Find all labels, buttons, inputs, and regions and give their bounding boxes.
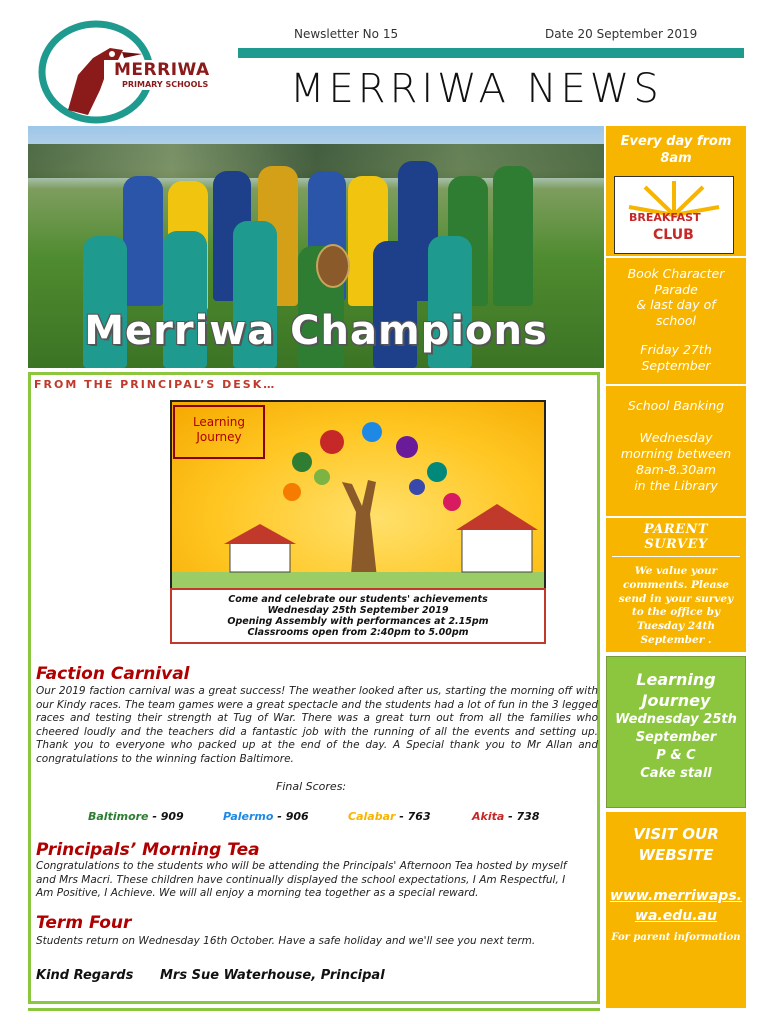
poster-label-line2: Journey xyxy=(196,430,242,444)
book-line: Parade xyxy=(654,281,698,297)
newsletter-date: Date 20 September 2019 xyxy=(545,27,698,41)
morning-tea-title: Principals’ Morning Tea xyxy=(36,840,260,860)
caption-line: Come and celebrate our students' achievements xyxy=(228,594,488,605)
breakfast-line: Every day from xyxy=(620,134,732,149)
school-name: MERRIWA xyxy=(114,60,210,80)
score-akita: Akita - 738 xyxy=(472,810,540,823)
footer-rule xyxy=(28,1008,600,1011)
lj-title: Journey xyxy=(641,691,711,710)
survey-body: We value your comments. Please send in your survey to the office by Tuesday 24th September . xyxy=(618,565,734,646)
book-line: Friday 27th xyxy=(640,342,712,357)
website-link[interactable]: wa.edu.au xyxy=(635,908,717,924)
header-rule xyxy=(238,48,744,58)
lj-line: September xyxy=(635,730,717,745)
poster-label-line1: Learning xyxy=(192,415,246,429)
hero-photo xyxy=(28,126,604,368)
school-banking-panel xyxy=(606,386,746,516)
visit-line: WEBSITE xyxy=(638,846,714,864)
trophy-shield-icon xyxy=(316,244,350,288)
survey-title: PARENT SURVEY xyxy=(612,522,740,557)
term-four-body: Students return on Wednesday 16th October. Have a safe holiday and we'll see you next term. xyxy=(36,935,536,947)
learning-journey-panel xyxy=(606,656,746,808)
book-line: school xyxy=(655,312,697,328)
parent-survey-panel xyxy=(606,518,746,652)
score-calabar: Calabar - 763 xyxy=(348,810,431,823)
team-score: 763 xyxy=(407,810,431,823)
website-note: For parent information xyxy=(611,932,741,943)
caption-line: Opening Assembly with performances at 2.15pm xyxy=(227,616,489,627)
lj-title: Learning xyxy=(636,670,716,689)
banking-line: in the Library xyxy=(634,478,718,493)
score-palermo: Palermo - 906 xyxy=(223,810,309,823)
term-four-title: Term Four xyxy=(36,913,132,933)
book-line: Book Character xyxy=(627,266,725,281)
hero-title: Merriwa Champions xyxy=(84,308,548,354)
faction-carnival-body: Our 2019 faction carnival was a great success! The weather looked after us, starting the morning off with our Kindy races. The team games were a great spectacle and the students had a lot of fun in the 3 legged races and testing their strength at Tug of War. There was a great turn out from all the families who cheered loudly and the teachers did a fantastic job with the running of all the events and setting up. Thank you to everyone who packed up at the end of the day. A Special thank you to Mr Allan and congratulations to the winning faction Baltimore. xyxy=(36,685,598,765)
team-name: Calabar xyxy=(348,810,396,823)
book-line: September xyxy=(641,357,711,373)
lj-line: Wednesday 25th xyxy=(615,712,737,727)
website-panel xyxy=(606,812,746,1008)
banking-line: morning between xyxy=(620,446,732,461)
caption-line: Classrooms open from 2:40pm to 5.00pm xyxy=(247,627,469,638)
banking-line: 8am-8.30am xyxy=(636,462,716,477)
breakfast-club-logo xyxy=(614,176,734,254)
club-logo-word: CLUB xyxy=(653,227,694,243)
team-score: 909 xyxy=(160,810,184,823)
team-name: Palermo xyxy=(223,810,274,823)
masthead-title: MERRIWA NEWS xyxy=(290,66,663,112)
team-name: Akita xyxy=(472,810,505,823)
score-baltimore: Baltimore - 909 xyxy=(88,810,184,823)
book-line: & last day of xyxy=(636,297,716,312)
principal-signature-name: Mrs Sue Waterhouse, Principal xyxy=(160,968,385,983)
final-scores-label: Final Scores: xyxy=(276,780,347,793)
school-subtitle: PRIMARY SCHOOLS xyxy=(122,80,209,89)
team-score: 906 xyxy=(285,810,309,823)
book-parade-panel xyxy=(606,258,746,384)
caption-line: Wednesday 25th September 2019 xyxy=(267,605,449,616)
lj-line: P & C xyxy=(656,748,696,763)
team-name: Baltimore xyxy=(88,810,149,823)
poster-label xyxy=(173,405,265,459)
website-link[interactable]: www.merriwaps. xyxy=(610,888,742,904)
banking-title: School Banking xyxy=(627,398,725,413)
newsletter-number: Newsletter No 15 xyxy=(294,27,399,41)
visit-line: VISIT OUR xyxy=(633,825,719,843)
kind-regards: Kind Regards xyxy=(36,968,134,983)
team-score: 738 xyxy=(516,810,540,823)
poster-caption xyxy=(170,588,546,644)
faction-carnival-title: Faction Carnival xyxy=(36,664,190,684)
banking-line: Wednesday xyxy=(639,430,713,445)
breakfast-logo-word: BREAKFAST xyxy=(629,211,701,224)
principal-heading: FROM THE PRINCIPAL’S DESK… xyxy=(34,378,277,391)
breakfast-line: 8am xyxy=(660,151,692,166)
lj-line: Cake stall xyxy=(640,766,712,781)
morning-tea-body: Congratulations to the students who will be attending the Principals' Afternoon Tea hosted by myself and Mrs Macri. These children have continually displayed the school expectations, I Am Respectful, I Am Positive, I Achieve. We will all enjoy a morning tea together as a special reward. xyxy=(36,860,567,900)
school-logo xyxy=(38,20,238,124)
